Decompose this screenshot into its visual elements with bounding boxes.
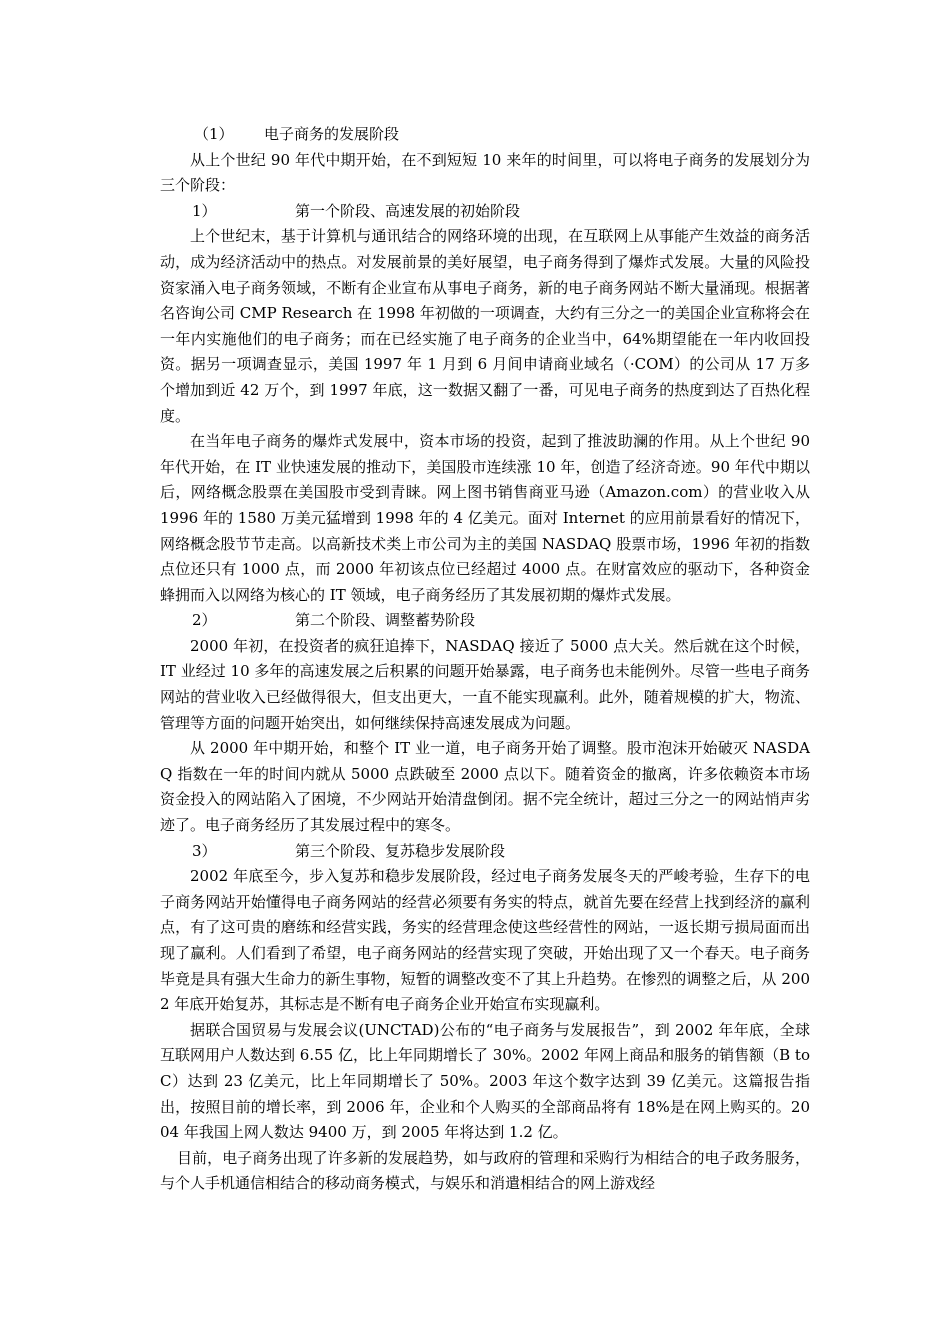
stage3-paragraph-2: 据联合国贸易与发展会议(UNCTAD)公布的“电子商务与发展报告”，到 2002 年年底，全球互联网用户人数达到 6.55 亿，比上年同期增长了 30%。2002 年网上商品和服务的销售额（B to C）达到 23 亿美元，比上年同期增长了 50%。2003 年这个数字达到 39 亿美元。这篇报告指出，按照目前的增长率，到 2006 年，企业和个人购买的全部商品将有 18%是在网上购买的。2004 年我国上网人数达 9400 万，到 2005 年将达到 1.2 亿。	[160, 1020, 810, 1142]
stage3-heading-title: 第三个阶段、复苏稳步发展阶段	[295, 841, 506, 860]
stage2-paragraph-1: 2000 年初，在投资者的疯狂追捧下，NASDAQ 接近了 5000 点大关。然后就在这个时候，IT 业经过 10 多年的高速发展之后积累的问题开始暴露，电子商务也未能例外。尽管一些电子商务网站的营业收入已经做得很大，但支出更大，一直不能实现赢利。此外，随着规模的扩大，物流、管理等方面的问题开始突出，如何继续保持高速发展成为问题。	[160, 636, 810, 732]
stage1-paragraph-1: 上个世纪末，基于计算机与通讯结合的网络环境的出现，在互联网上从事能产生效益的商务活动，成为经济活动中的热点。对发展前景的美好展望，电子商务得到了爆炸式发展。大量的风险投资家涌入电子商务领域，不断有企业宣布从事电子商务，新的电子商务网站不断大量涌现。根据著名咨询公司 CMP Research 在 1998 年初做的一项调查，大约有三分之一的美国企业宣称将会在一年内实施他们的电子商务；而在已经实施了电子商务的企业当中，64%期望能在一年内收回投资。据另一项调查显示，美国 1997 年 1 月到 6 月间申请商业域名（·COM）的公司从 17 万多个增加到近 42 万个，到 1997 年底，这一数据又翻了一番，可见电子商务的热度到达了百热化程度。	[160, 227, 810, 425]
section-heading-number: （1）	[194, 125, 234, 143]
section-heading	[160, 122, 810, 148]
stage3-heading	[160, 839, 810, 865]
stage2-heading	[160, 608, 810, 634]
intro-paragraph: 从上个世纪 90 年代中期开始，在不到短短 10 来年的时间里，可以将电子商务的发展划分为三个阶段：	[160, 150, 810, 195]
stage1-paragraph-2: 在当年电子商务的爆炸式发展中，资本市场的投资，起到了推波助澜的作用。从上个世纪 90 年代开始，在 IT 业快速发展的推动下，美国股市连续涨 10 年，创造了经济奇迹。90 年代中期以后，网络概念股票在美国股市受到青睐。网上图书销售商亚马逊（Amazon.com）的营业收入从 1996 年的 1580 万美元猛增到 1998 年的 4 亿美元。面对 Internet 的应用前景看好的情况下，网络概念股节节走高。以高新技术类上市公司为主的美国 NASDAQ 股票市场，1996 年初的指数点位还只有 1000 点，而 2000 年初该点位已经超过 4000 点。在财富效应的驱动下，各种资金蜂拥而入以网络为核心的 IT 领域，电子商务经历了其发展初期的爆炸式发展。	[160, 432, 810, 604]
stage2-paragraph-2: 从 2000 年中期开始，和整个 IT 业一道，电子商务开始了调整。股市泡沫开始破灭 NASDAQ 指数在一年的时间内就从 5000 点跌破至 2000 点以下。随着资金的撤离，许多依赖资本市场资金投入的网站陷入了困境，不少网站开始清盘倒闭。据不完全统计，超过三分之一的网站悄声劣迹了。电子商务经历了其发展过程中的寒冬。	[160, 739, 810, 835]
final-paragraph: 目前，电子商务出现了许多新的发展趋势，如与政府的管理和采购行为相结合的电子政务服务，与个人手机通信相结合的移动商务模式，与娱乐和消遣相结合的网上游戏经	[160, 1148, 810, 1193]
stage3-paragraph-1: 2002 年底至今，步入复苏和稳步发展阶段，经过电子商务发展冬天的严峻考验，生存下的电子商务网站开始懂得电子商务网站的经营必须要有务实的特点，就首先要在经营上找到经济的赢利点，有了这可贵的磨练和经营实践，务实的经营理念使这些经营性的网站，一返长期亏损局面而出现了赢利。人们看到了希望，电子商务网站的经营实现了突破，开始出现了又一个春天。电子商务毕竟是具有强大生命力的新生事物，短暂的调整改变不了其上升趋势。在惨烈的调整之后，从 2002 年底开始复苏，其标志是不断有电子商务企业开始宣布实现赢利。	[160, 867, 810, 1014]
section-heading-title: 电子商务的发展阶段	[264, 125, 400, 143]
stage2-heading-title: 第二个阶段、调整蓄势阶段	[295, 611, 476, 630]
stage1-heading-number: 1）	[192, 201, 217, 220]
stage3-heading-number: 3）	[192, 841, 217, 860]
document-page	[160, 122, 810, 1197]
stage2-heading-number: 2）	[192, 611, 217, 630]
stage1-heading	[160, 199, 810, 225]
stage1-heading-title: 第一个阶段、高速发展的初始阶段	[295, 201, 521, 220]
